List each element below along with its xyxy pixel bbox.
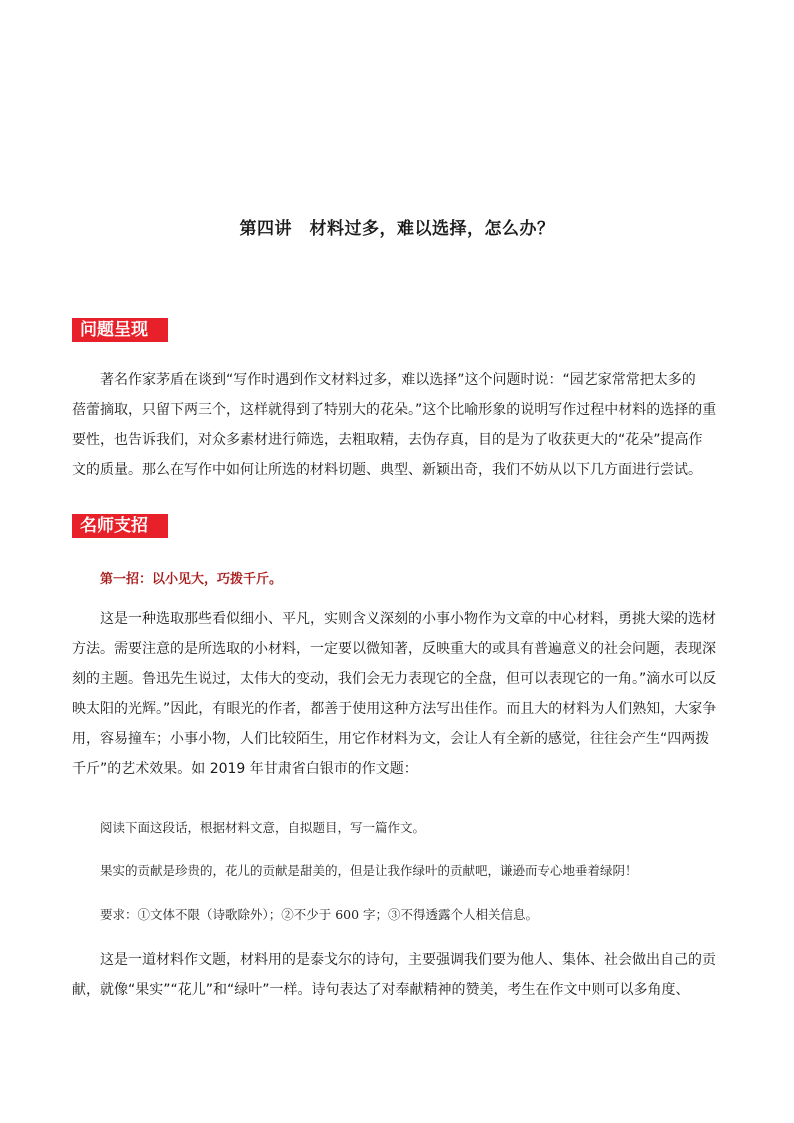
prompt-material: 果实的贡献是珍贵的，花儿的贡献是甜美的，但是让我作绿叶的贡献吧，谦逊而专心地垂着绿阴！ — [100, 863, 638, 878]
prompt-instruction: 阅读下面这段话，根据材料文意，自拟题目，写一篇作文。 — [100, 820, 426, 835]
intro-line: 要性，也告诉我们，对众多素材进行筛选，去粗取精，去伪存真，目的是为了收获更大的“花朵”提高作 — [72, 432, 703, 448]
section-badge-problem: 问题呈现 — [72, 318, 168, 342]
section-badge-tips: 名师支招 — [72, 514, 168, 538]
tip-line: 千斤”的艺术效果。如 2019 年甘肃省白银市的作文题： — [72, 761, 418, 777]
tip-heading: 第一招：以小见大，巧拨千斤。 — [100, 572, 283, 587]
tip-line: 用，容易撞车；小事小物，人们比较陌生，用它作材料为文，会让人有全新的感觉，往往会产生“四两拨 — [72, 731, 710, 747]
intro-line: 著名作家茅盾在谈到“写作时遇到作文材料过多，难以选择”这个问题时说：“园艺家常常把太多的 — [100, 372, 696, 388]
intro-paragraph — [72, 365, 726, 485]
tip-line: 方法。需要注意的是所选取的小材料，一定要以微知著，反映重大的或具有普遍意义的社会问题，表现深 — [72, 641, 716, 657]
tip-line: 刻的主题。鲁迅先生说过，太伟大的变动，我们会无力表现它的全盘，但可以表现它的一角。”滴水可以反 — [72, 671, 717, 687]
intro-line: 蓓蕾摘取，只留下两三个，这样就得到了特别大的花朵。”这个比喻形象的说明写作过程中材料的选择的重 — [72, 402, 717, 418]
tip-line: 这是一种选取那些看似细小、平凡，实则含义深刻的小事小物作为文章的中心材料，勇挑大梁的选材 — [100, 611, 716, 627]
prompt-requirements: 要求：①文体不限（诗歌除外）；②不少于 600 字；③不得透露个人相关信息。 — [100, 907, 539, 922]
page-title: 第四讲 材料过多，难以选择，怎么办？ — [239, 219, 555, 239]
analysis-line: 这是一道材料作文题，材料用的是泰戈尔的诗句，主要强调我们要为他人、集体、社会做出自己的贡 — [100, 952, 716, 968]
tip-paragraph — [72, 604, 726, 784]
tip-line: 映太阳的光辉。”因此，有眼光的作者，都善于使用这种方法写出佳作。而且大的材料为人们熟知，大家争 — [72, 701, 717, 717]
analysis-line: 献，就像“果实”“花儿”和“绿叶”一样。诗句表达了对奉献精神的赞美，考生在作文中则可以多角度、 — [72, 982, 690, 998]
analysis-paragraph — [72, 945, 726, 1005]
intro-line: 文的质量。那么在写作中如何让所选的材料切题、典型、新颖出奇，我们不妨从以下几方面进行尝试。 — [72, 462, 702, 478]
